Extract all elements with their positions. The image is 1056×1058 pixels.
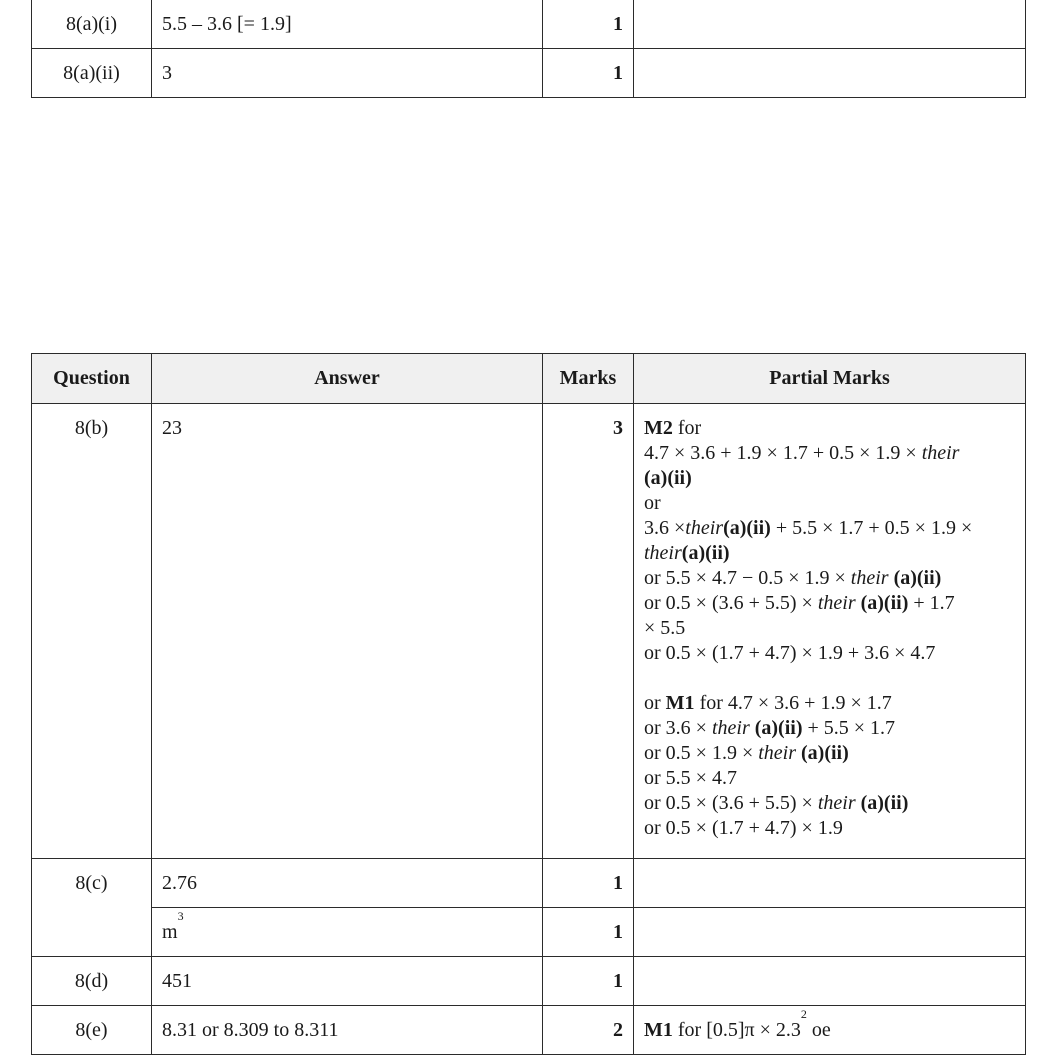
answer-cell: 8.31 or 8.309 to 8.311 — [152, 1006, 543, 1055]
partial-line: or 5.5 × 4.7 — [644, 767, 737, 789]
partial-marks-cell — [634, 404, 1026, 859]
marks-cell: 3 — [543, 404, 634, 859]
table-row — [32, 49, 1026, 98]
table-row — [32, 908, 1026, 957]
answer-cell: 23 — [152, 404, 543, 859]
partial-marks-cell — [634, 0, 1026, 49]
mark-scheme-table — [31, 353, 1026, 1055]
partial-marks-cell: M1 for $[0.5]\pi \times 2.3^2$ oe — [634, 1006, 1026, 1055]
question-cell: 8(b) — [32, 404, 152, 859]
question-cell: 8(e) — [32, 1006, 152, 1055]
marks-cell: 1 — [543, 859, 634, 908]
partial-line: × 5.5 — [644, 617, 686, 639]
header-marks: Marks — [543, 354, 634, 404]
answer-cell: 3 — [152, 49, 543, 98]
marks-cell: 1 — [543, 49, 634, 98]
header-answer: Answer — [152, 354, 543, 404]
partial-line: or M1 for 4.7 × 3.6 + 1.9 × 1.7 — [644, 692, 892, 714]
answer-cell: $m^3$ — [152, 908, 543, 957]
partial-marks-cell — [634, 49, 1026, 98]
partial-line: M2 for — [644, 417, 702, 439]
partial-line: their(a)(ii) — [644, 542, 730, 564]
partial-line: or — [644, 492, 661, 514]
question-cell: 8(a)(ii) — [32, 49, 152, 98]
partial-marks-cell — [634, 859, 1026, 908]
question-cell: 8(a)(i) — [32, 0, 152, 49]
table-row — [32, 859, 1026, 908]
marks-cell: 2 — [543, 1006, 634, 1055]
answer-cell: 451 — [152, 957, 543, 1006]
partial-marks-cell — [634, 908, 1026, 957]
answer-cell: 2.76 — [152, 859, 543, 908]
mark-scheme-table-top — [31, 0, 1026, 98]
marks-cell: 1 — [543, 957, 634, 1006]
partial-line: 3.6 ×their(a)(ii) + 5.5 × 1.7 + 0.5 × 1.9 × — [644, 517, 973, 539]
marks-cell: 1 — [543, 0, 634, 49]
partial-line: (a)(ii) — [644, 467, 692, 489]
spacer — [644, 666, 1015, 691]
header-question: Question — [32, 354, 152, 404]
partial-line: 4.7 × 3.6 + 1.9 × 1.7 + 0.5 × 1.9 × their — [644, 442, 960, 464]
partial-line: or 0.5 × (1.7 + 4.7) × 1.9 — [644, 817, 843, 839]
header-partial-marks: Partial Marks — [634, 354, 1026, 404]
partial-line: or 0.5 × (1.7 + 4.7) × 1.9 + 3.6 × 4.7 — [644, 642, 936, 664]
table-row — [32, 1006, 1026, 1055]
table-row — [32, 957, 1026, 1006]
question-cell: 8(c) — [32, 859, 152, 957]
partial-line: or 3.6 × their (a)(ii) + 5.5 × 1.7 — [644, 717, 896, 739]
partial-line: or 5.5 × 4.7 − 0.5 × 1.9 × their (a)(ii) — [644, 567, 942, 589]
partial-line: or 0.5 × (3.6 + 5.5) × their (a)(ii) + 1.7 — [644, 592, 955, 614]
question-cell: 8(d) — [32, 957, 152, 1006]
table-row — [32, 404, 1026, 859]
partial-marks-cell — [634, 957, 1026, 1006]
partial-line: or 0.5 × 1.9 × their (a)(ii) — [644, 742, 849, 764]
table-header-row — [32, 354, 1026, 404]
partial-line: or 0.5 × (3.6 + 5.5) × their (a)(ii) — [644, 792, 909, 814]
marks-cell: 1 — [543, 908, 634, 957]
answer-cell: 5.5 – 3.6 [= 1.9] — [152, 0, 543, 49]
table-row — [32, 0, 1026, 49]
